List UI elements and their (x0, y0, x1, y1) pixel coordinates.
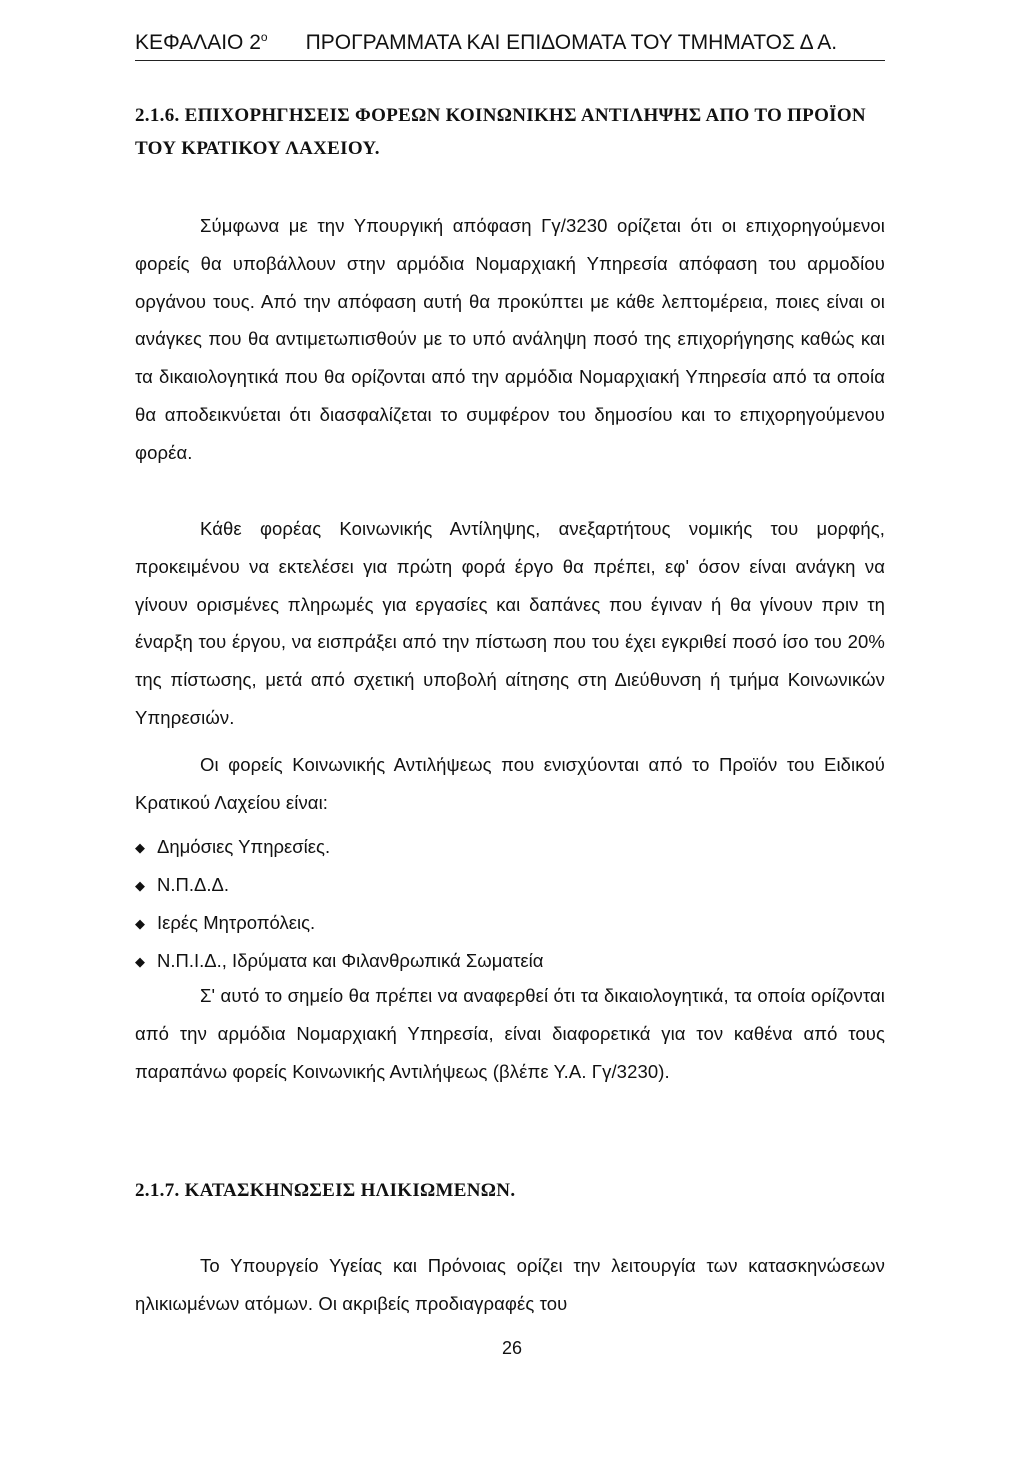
paragraph-advance-payment: Κάθε φορέας Κοινωνικής Αντίληψης, ανεξαρτήτους νομικής του μορφής, προκειμένου να εκτελέσει για πρώτη φορά έργο θα πρέπει, εφ' όσον είναι ανάγκη να γίνουν ορισμένες πληρωμές για εργασίες και δαπάνες που έγιναν ή θα γίνουν πριν τη έναρξη του έργου, να εισπράξει από την πίστωση που του έχει εγκριθεί ποσό ίσο του 20% της πίστωσης, μετά από σχετική υποβολή αίτησης στη Διεύθυνση ή τμήμα Κοινωνικών Υπηρεσιών. (135, 518, 885, 728)
header-title: ΠΡΟΓΡΑΜΜΑΤΑ ΚΑΙ ΕΠΙΔΟΜΑΤΑ ΤΟΥ ΤΜΗΜΑΤΟΣ Δ Α. (305, 31, 838, 54)
page-number: 26 (501, 1338, 523, 1358)
chapter-label: ΚΕΦΑΛΑΙΟ 2 (135, 31, 261, 54)
paragraph-ministerial-decision: Σύμφωνα με την Υπουργική απόφαση Γγ/3230 ορίζεται ότι οι επιχορηγούμενοι φορείς θα υποβάλλουν στην αρμόδια Νομαρχιακή Υπηρεσία απόφαση του αρμοδίου οργάνου τους. Από την απόφαση αυτή θα προκύπτει με κάθε λεπτομέρεια, ποιες είναι οι ανάγκες που θα αντιμετωπισθούν με το υπό ανάληψη ποσό της επιχορήγησης καθώς και τα δικαιολογητικά που θα ορίζονται από την αρμόδια Νομαρχιακή Υπηρεσία από τα οποία θα αποδεικνύεται ότι διασφαλίζεται το συμφέρον του δημοσίου και το επιχορηγούμενου φορέα. (135, 215, 885, 463)
list-item: ◆ Ιερές Μητροπόλεις. (135, 904, 885, 942)
chapter-superscript: ο (260, 30, 268, 44)
section-heading-2-1-7: 2.1.7. ΚΑΤΑΣΚΗΝΩΣΕΙΣ ΗΛΙΚΙΩΜΕΝΩΝ. (135, 1180, 516, 1201)
list-item: ◆ Δημόσιες Υπηρεσίες. (135, 828, 885, 866)
list-item: ◆ Ν.Π.Δ.Δ. (135, 866, 885, 904)
header-rule (135, 60, 885, 61)
list-item: ◆ Ν.Π.Ι.Δ., Ιδρύματα και Φιλανθρωπικά Σωματεία (135, 942, 885, 980)
diamond-bullet-icon: ◆ (135, 954, 145, 969)
diamond-bullet-icon: ◆ (135, 916, 145, 931)
eligible-bodies-list (135, 828, 885, 980)
diamond-bullet-icon: ◆ (135, 878, 145, 893)
section-heading-2-1-6: 2.1.6. ΕΠΙΧΟΡΗΓΗΣΕΙΣ ΦΟΡΕΩΝ ΚΟΙΝΩΝΙΚΗΣ ΑΝΤΙΛΗΨΗΣ ΑΠΟ ΤΟ ΠΡΟΪΟΝ ΤΟΥ ΚΡΑΤΙΚΟΥ ΛΑΧΕΙΟΥ. (135, 105, 866, 159)
paragraph-eligible-bodies: Οι φορείς Κοινωνικής Αντιλήψεως που ενισχύονται από το Προϊόν του Ειδικού Κρατικού Λαχείου είναι: (135, 754, 885, 813)
diamond-bullet-icon: ◆ (135, 840, 145, 855)
page-header (135, 30, 885, 55)
paragraph-supporting-documents: Σ' αυτό το σημείο θα πρέπει να αναφερθεί ότι τα δικαιολογητικά, τα οποία ορίζονται από την αρμόδια Νομαρχιακή Υπηρεσία, είναι διαφορετικά για τον καθένα από τους παραπάνω φορείς Κοινωνικής Αντιλήψεως (βλέπε Υ.Α. Γγ/3230). (135, 985, 885, 1082)
paragraph-elderly-camps: Το Υπουργείο Υγείας και Πρόνοιας ορίζει την λειτουργία των κατασκηνώσεων ηλικιωμένων ατόμων. Οι ακριβείς προδιαγραφές του (135, 1255, 885, 1314)
